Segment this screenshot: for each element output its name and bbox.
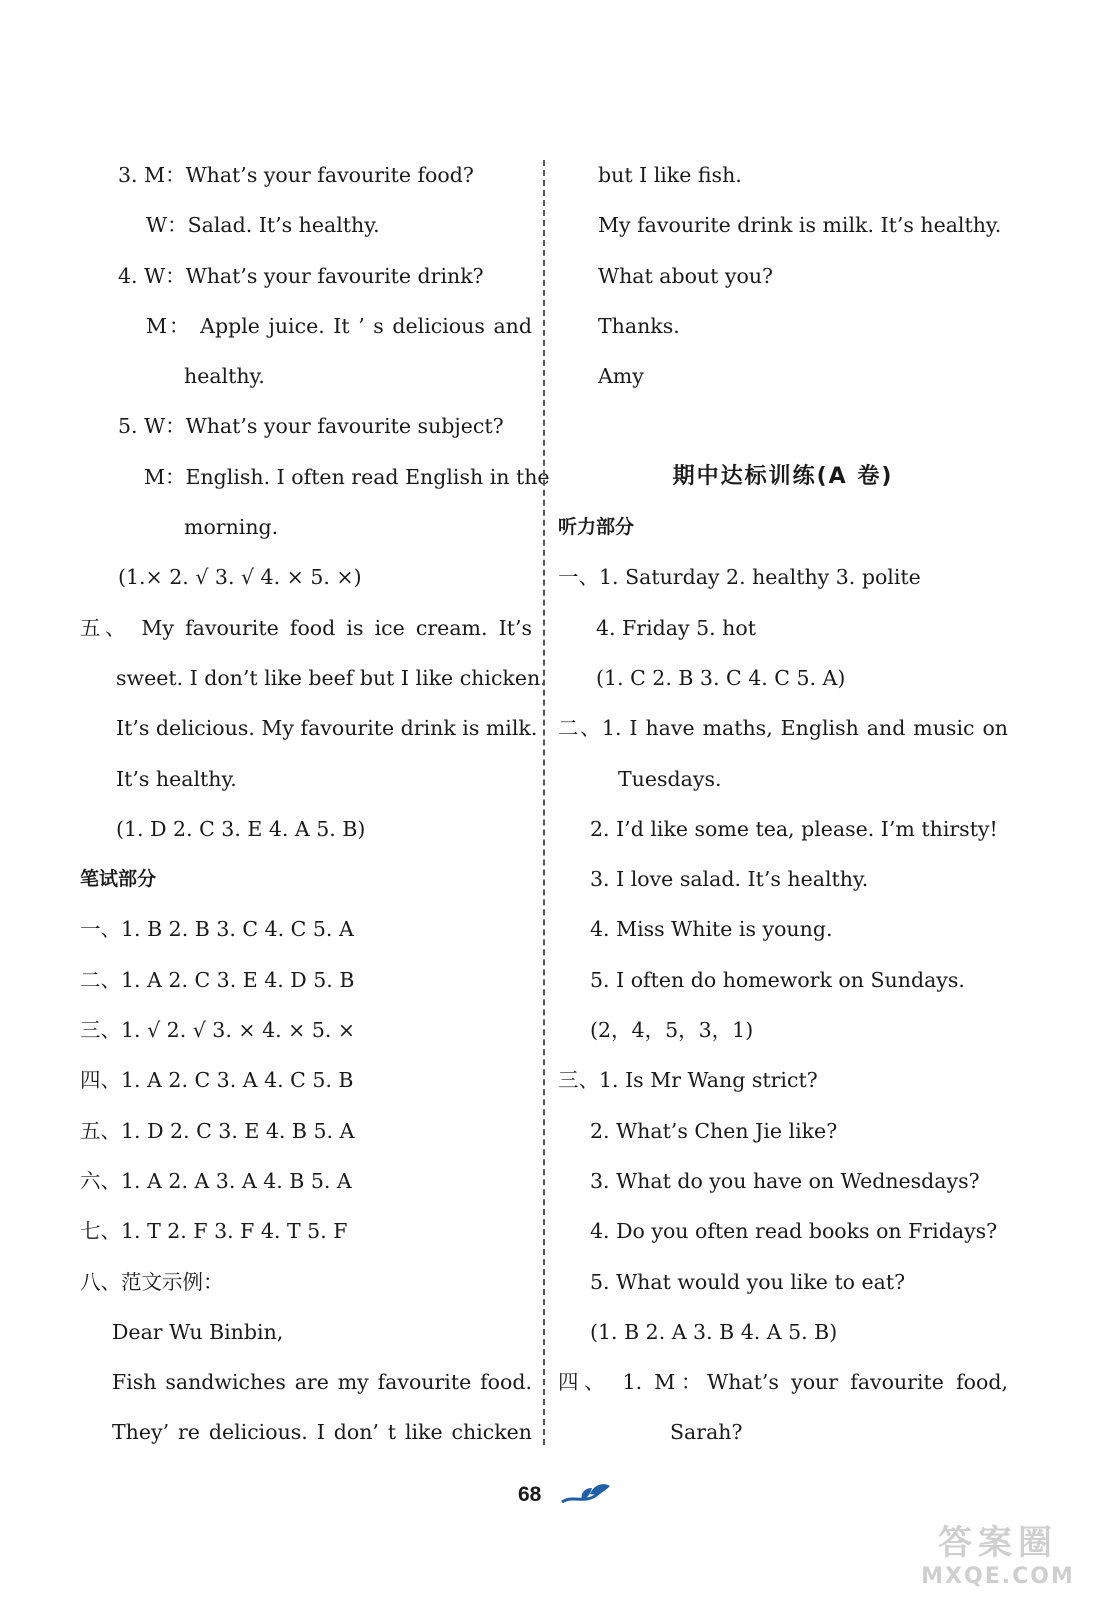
line-text: They’ re delicious. I don’ t like chicken: [112, 1420, 532, 1445]
left-column-line: [80, 653, 547, 703]
left-column-line: [80, 251, 532, 301]
watermark-logo-text: 答案圈: [938, 1523, 1058, 1563]
line-text: 笔试部分: [80, 868, 157, 891]
line-text: 四、1. A 2. C 3. A 4. C 5. B: [80, 1068, 354, 1093]
line-text: Fish sandwiches are my favourite food.: [112, 1370, 532, 1395]
right-column-line: [558, 150, 1008, 200]
line-text: 4. W：What’s your favourite drink?: [118, 263, 484, 288]
right-column-line: [558, 703, 1008, 753]
line-text: 4. Friday 5. hot: [596, 615, 756, 640]
line-text: 五、 My favourite food is ice cream. It’s: [80, 615, 532, 640]
watermark-url: MXQE.COM: [921, 1564, 1075, 1589]
right-column-line: [558, 1156, 1008, 1206]
line-text: Sarah?: [670, 1420, 743, 1445]
line-text: (1.× 2. √ 3. √ 4. × 5. ×): [118, 565, 362, 590]
line-text: morning.: [184, 515, 279, 540]
left-column-line: [80, 351, 532, 401]
left-column-line: [80, 401, 532, 451]
left-column-line: [80, 150, 532, 200]
line-text: Thanks.: [598, 313, 680, 338]
right-column-line: [558, 251, 1008, 301]
right-column-line: [558, 1106, 1008, 1156]
line-text: (2，4，5，3，1): [590, 1018, 754, 1043]
right-column-line: [558, 1407, 1008, 1457]
column-divider: [543, 160, 545, 1445]
right-column-line: [558, 1257, 1008, 1307]
line-text: (1. C 2. B 3. C 4. C 5. A): [596, 665, 846, 690]
line-text: 期中达标训练(A 卷): [672, 463, 894, 489]
left-column-line: [80, 603, 532, 653]
right-column-line: [558, 904, 1008, 954]
line-text: but I like fish.: [598, 163, 742, 187]
right-column-line: [558, 1005, 1008, 1055]
left-column-line: [80, 1106, 532, 1156]
line-text: What about you?: [598, 263, 774, 288]
line-text: 2. What’s Chen Jie like?: [590, 1118, 838, 1143]
line-text: 三、1. Is Mr Wang strict?: [558, 1068, 818, 1093]
line-text: 2. I’d like some tea, please. I’m thirsty!: [590, 816, 998, 841]
line-text: Amy: [598, 364, 644, 389]
line-text: W：Salad. It’s healthy.: [146, 213, 380, 238]
watermark: [908, 1515, 1088, 1590]
line-text: 二、1. I have maths, English and music on: [558, 716, 1008, 741]
left-column-line: [80, 1257, 532, 1307]
line-text: My favourite drink is milk. It’s healthy.: [598, 213, 1002, 238]
line-text: 3. I love salad. It’s healthy.: [590, 867, 869, 892]
line-text: 六、1. A 2. A 3. A 4. B 5. A: [80, 1168, 352, 1193]
line-text: 一、1. Saturday 2. healthy 3. polite: [558, 565, 921, 590]
line-text: 4. Do you often read books on Fridays?: [590, 1219, 998, 1244]
left-column-line: [80, 301, 532, 351]
line-text: (1. B 2. A 3. B 4. A 5. B): [590, 1319, 838, 1344]
line-text: 四、 1. M：What’s your favourite food,: [558, 1370, 1008, 1395]
line-text: 五、1. D 2. C 3. E 4. B 5. A: [80, 1118, 355, 1143]
line-text: (1. D 2. C 3. E 4. A 5. B): [116, 816, 366, 841]
right-column-line: [558, 452, 1008, 502]
right-column-line: [558, 1055, 1008, 1105]
line-text: 三、1. √ 2. √ 3. × 4. × 5. ×: [80, 1018, 356, 1043]
left-column-line: [80, 502, 532, 552]
line-text: Dear Wu Binbin,: [112, 1319, 284, 1344]
line-text: healthy.: [184, 364, 265, 389]
left-column-line: [80, 552, 532, 602]
right-column-line: [558, 653, 1008, 703]
left-column-line: [80, 703, 538, 753]
right-column-line: [558, 1307, 1008, 1357]
line-text: 5. I often do homework on Sundays.: [590, 967, 965, 992]
line-text: It’s delicious. My favourite drink is milk.: [116, 716, 538, 741]
right-column: [558, 150, 1008, 1458]
left-column-line: [80, 1206, 532, 1256]
line-text: 5. What would you like to eat?: [590, 1269, 906, 1294]
line-text: 二、1. A 2. C 3. E 4. D 5. B: [80, 967, 355, 992]
line-text: M： Apple juice. It ’ s delicious and: [146, 313, 532, 338]
left-column-line: [80, 904, 532, 954]
left-column-line: [80, 955, 532, 1005]
left-column-line: [80, 1055, 532, 1105]
right-column-line: [558, 1206, 1008, 1256]
left-column-line: [80, 1407, 532, 1457]
line-text: Tuesdays.: [618, 766, 722, 791]
right-column-line: [558, 1357, 1008, 1407]
right-column-line: [558, 552, 1008, 602]
left-column-line: [80, 200, 532, 250]
line-text: M：English. I often read English in the: [144, 464, 550, 489]
left-column-line: [80, 1005, 532, 1055]
left-column-line: [80, 1357, 532, 1407]
right-column-line: [558, 401, 1008, 451]
leaf-ornament-icon: [560, 1480, 616, 1510]
right-column-line: [558, 301, 1008, 351]
line-text: 4. Miss White is young.: [590, 917, 833, 942]
line-text: 5. W：What’s your favourite subject?: [118, 414, 504, 439]
right-column-line: [558, 200, 1008, 250]
left-column: [80, 150, 550, 1458]
line-text: 一、1. B 2. B 3. C 4. C 5. A: [80, 917, 354, 942]
line-text: 听力部分: [558, 516, 635, 539]
right-column-line: [558, 603, 1008, 653]
line-text: sweet. I don’t like beef but I like chicken.: [116, 665, 547, 690]
line-text: 3. What do you have on Wednesdays?: [590, 1168, 980, 1193]
left-column-line: [80, 1307, 532, 1357]
right-column-line: [558, 351, 1008, 401]
line-text: 七、1. T 2. F 3. F 4. T 5. F: [80, 1219, 348, 1244]
left-column-line: [80, 1156, 532, 1206]
right-column-line: [558, 854, 1008, 904]
right-column-line: [558, 502, 1008, 552]
page-number: 68: [518, 1483, 542, 1506]
line-text: 3. M：What’s your favourite food?: [118, 163, 474, 187]
right-column-line: [558, 754, 1008, 804]
left-column-line: [80, 854, 532, 904]
line-text: 八、范文示例：: [80, 1269, 224, 1294]
left-column-line: [80, 452, 550, 502]
line-text: It’s healthy.: [116, 766, 237, 791]
left-column-line: [80, 804, 532, 854]
right-column-line: [558, 804, 1008, 854]
right-column-line: [558, 955, 1008, 1005]
left-column-line: [80, 754, 532, 804]
